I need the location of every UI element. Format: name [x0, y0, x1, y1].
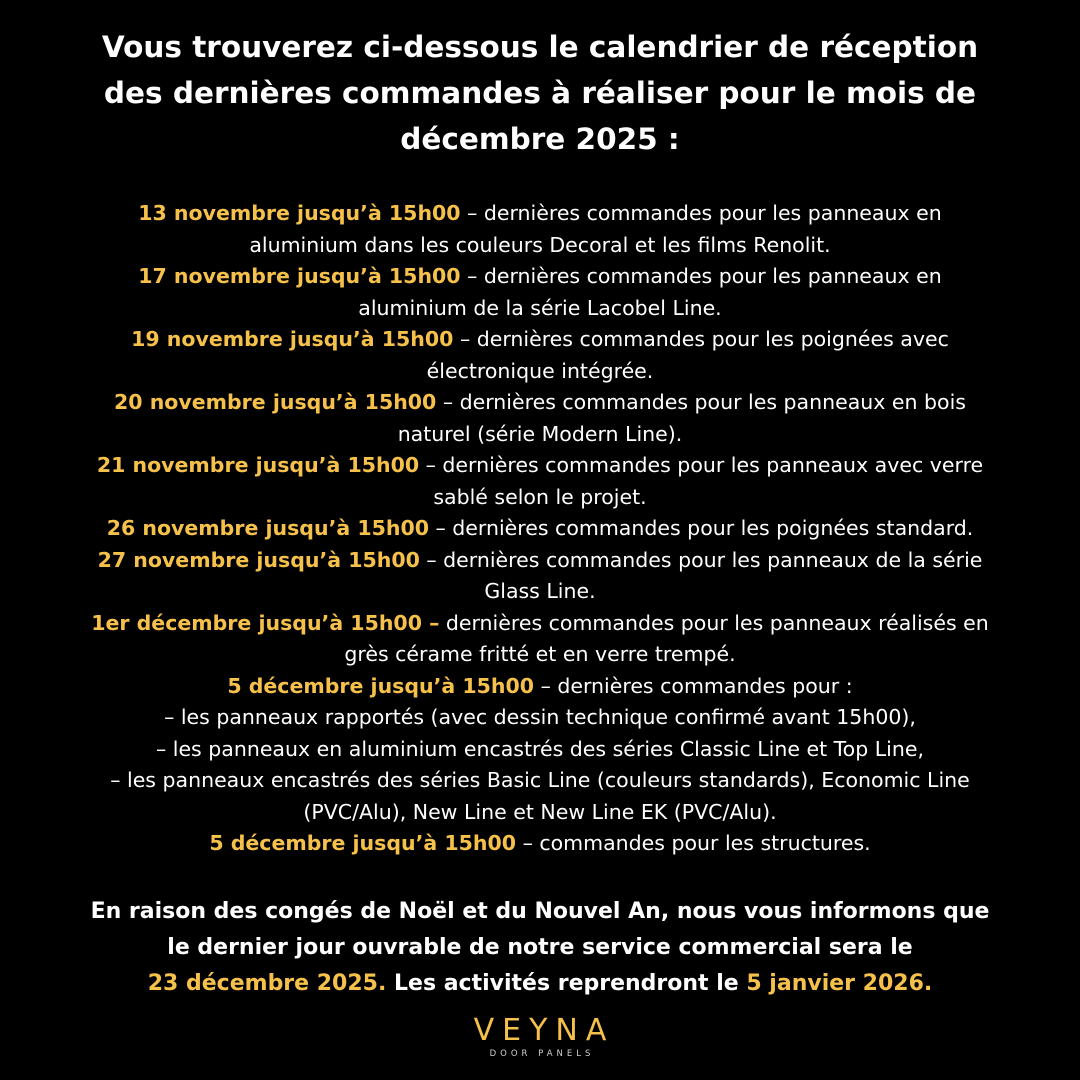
schedule-item: [20, 513, 1060, 545]
deadline-description: – dernières commandes pour les panneaux en: [460, 201, 942, 225]
last-working-day: 23 décembre 2025.: [147, 971, 387, 996]
deadline-date: 17 novembre jusqu’à 15h00: [138, 264, 461, 288]
deadline-description: – dernières commandes pour :: [534, 673, 853, 698]
deadline-description: dernières commandes pour les panneaux réalisés en: [439, 610, 989, 635]
schedule-item: [20, 450, 1060, 482]
bullet-item: – les panneaux en aluminium encastrés des séries Classic Line et Top Line,: [155, 736, 924, 761]
schedule-item: [20, 545, 1060, 577]
deadline-date: 1er décembre jusqu’à 15h00 –: [91, 610, 440, 635]
deadline-date: 5 décembre jusqu’à 15h00: [227, 673, 535, 698]
notice-line: le dernier jour ouvrable de notre service commercial sera le: [167, 935, 913, 960]
notice-text: Les activités reprendront le: [386, 971, 747, 996]
schedule-item: [20, 671, 1060, 703]
deadline-date: 27 novembre jusqu’à 15h00: [97, 547, 420, 572]
notice-line: [20, 966, 1060, 1002]
schedule-item: [20, 261, 1060, 293]
deadline-description-cont: Glass Line.: [484, 579, 596, 603]
schedule-item: [20, 324, 1060, 356]
schedule-item: [20, 828, 1060, 860]
schedule-item: [20, 608, 1060, 640]
deadline-description: – dernières commandes pour les panneaux en: [460, 264, 942, 288]
deadline-description-cont: naturel (série Modern Line).: [397, 421, 683, 446]
schedule-item: [20, 198, 1060, 230]
deadline-description: – dernières commandes pour les poignées avec: [453, 327, 949, 351]
schedule-item: [20, 387, 1060, 419]
deadline-description: – dernières commandes pour les panneaux avec verre: [419, 453, 984, 477]
deadline-date: 21 novembre jusqu’à 15h00: [96, 453, 420, 477]
deadline-description-cont: aluminium dans les couleurs Decoral et les films Renolit.: [249, 232, 831, 257]
deadline-description: – dernières commandes pour les panneaux de la série: [419, 547, 983, 572]
deadline-date: 20 novembre jusqu’à 15h00: [114, 390, 437, 414]
title-line: Vous trouverez ci-dessous le calendrier de réception: [101, 30, 979, 64]
resume-date: 5 janvier 2026.: [746, 971, 933, 996]
title-line: des dernières commandes à réaliser pour le mois de: [103, 76, 977, 110]
holiday-notice: [20, 894, 1060, 1002]
deadline-description-cont: sablé selon le projet.: [433, 484, 647, 509]
bullet-item: – les panneaux encastrés des séries Basic Line (couleurs standards), Economic Line: [110, 768, 970, 792]
bullet-item-cont: (PVC/Alu), New Line et New Line EK (PVC/Alu).: [303, 799, 777, 824]
deadline-description-cont: aluminium de la série Lacobel Line.: [358, 295, 722, 320]
title-line: décembre 2025 :: [400, 122, 680, 156]
deadline-date: 19 novembre jusqu’à 15h00: [131, 327, 454, 351]
bullet-item: – les panneaux rapportés (avec dessin technique confirmé avant 15h00),: [164, 705, 916, 729]
deadline-description: – dernières commandes pour les panneaux en bois: [436, 390, 966, 414]
logo-tagline: DOOR PANELS: [489, 1049, 595, 1059]
page-title: [30, 24, 1050, 162]
deadline-description: – dernières commandes pour les poignées standard.: [428, 516, 974, 540]
notice-line: En raison des congés de Noël et du Nouvel An, nous vous informons que: [90, 899, 990, 924]
deadline-description-cont: grès cérame fritté et en verre trempé.: [344, 642, 736, 666]
brand-logo: [0, 1014, 1080, 1060]
deadline-date: 5 décembre jusqu’à 15h00: [209, 831, 517, 855]
logo-wordmark: VEYNA: [473, 1013, 615, 1048]
deadline-description: – commandes pour les structures.: [516, 831, 871, 855]
deadline-date: 26 novembre jusqu’à 15h00: [106, 516, 429, 540]
order-deadline-schedule: [20, 198, 1060, 860]
deadline-description-cont: électronique intégrée.: [426, 358, 654, 383]
deadline-date: 13 novembre jusqu’à 15h00: [138, 201, 461, 225]
